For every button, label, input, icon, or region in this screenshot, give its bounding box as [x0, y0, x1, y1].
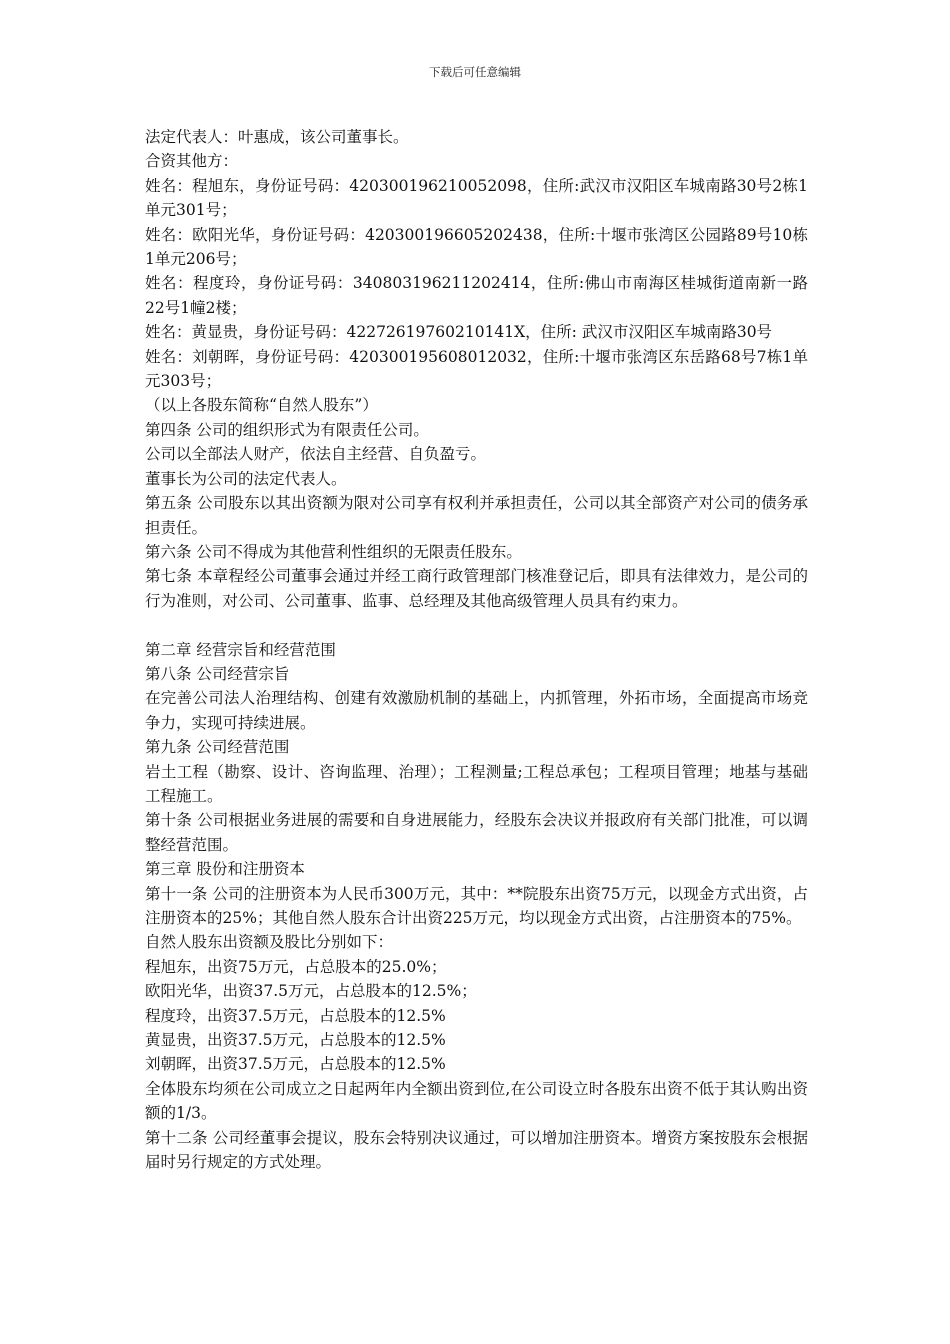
paragraph: 程旭东，出资75万元，占总股本的25.0%； — [145, 957, 447, 976]
paragraph: 第六条 公司不得成为其他营利性组织的无限责任股东。 — [145, 542, 522, 561]
paragraph: 黄显贵，出资37.5万元，占总股本的12.5% — [145, 1031, 446, 1050]
paragraph: 第七条 本章程经公司董事会通过并经工商行政管理部门核准登记后，即具有法律效力，是公司的行为准则，对公司、公司董事、监事、总经理及其他高级管理人员具有约束力。 — [145, 567, 808, 610]
paragraph: 第十一条 公司的注册资本为人民币300万元，其中：**院股东出资75万元，以现金方式出资，占注册资本的25%；其他自然人股东合计出资225万元，均以现金方式出资，占注册资本的75%。 — [145, 884, 808, 927]
paragraph: 第十条 公司根据业务进展的需要和自身进展能力，经股东会决议并报政府有关部门批准，可以调整经营范围。 — [145, 811, 808, 854]
paragraph: 第三章 股份和注册资本 — [145, 860, 305, 879]
paragraph: 全体股东均须在公司成立之日起两年内全额出资到位,在公司设立时各股东出资不低于其认购出资额的1/3。 — [145, 1079, 808, 1123]
paragraph: 姓名：欧阳光华，身份证号码：420300196605202438，住所:十堰市张湾区公园路89号10栋1单元206号； — [145, 225, 808, 269]
paragraph: 姓名：刘朝晖，身份证号码：420300195608012032，住所:十堰市张湾区东岳路68号7栋1单元303号； — [145, 347, 808, 391]
paragraph: 第九条 公司经营范围 — [145, 738, 290, 757]
paragraph: 欧阳光华，出资37.5万元，占总股本的12.5%； — [145, 982, 477, 1001]
paragraph: 第二章 经营宗旨和经营范围 — [145, 640, 336, 659]
paragraph: 姓名：程旭东，身份证号码：420300196210052098，住所:武汉市汉阳区车城南路30号2栋1单元301号； — [145, 176, 808, 220]
paragraph: 第十二条 公司经董事会提议，股东会特别决议通过，可以增加注册资本。增资方案按股东会根据届时另行规定的方式处理。 — [145, 1128, 808, 1172]
paragraph: 董事长为公司的法定代表人。 — [145, 469, 347, 488]
document-body — [145, 125, 808, 1174]
paragraph: 姓名：程度玲，身份证号码：340803196211202414，住所:佛山市南海区桂城街道南新一路22号1幢2楼； — [145, 274, 808, 317]
paragraph: 刘朝晖，出资37.5万元，占总股本的12.5% — [145, 1055, 446, 1074]
paragraph: （以上各股东简称“自然人股东”） — [145, 396, 378, 415]
paragraph: 在完善公司法人治理结构、创建有效激励机制的基础上，内抓管理，外拓市场，全面提高市场竞争力，实现可持续进展。 — [145, 689, 808, 732]
paragraph: 姓名：黄显贵，身份证号码：42272619760210141X，住所: 武汉市汉阳区车城南路30号 — [145, 323, 773, 342]
paragraph: 第五条 公司股东以其出资额为限对公司享有权利并承担责任，公司以其全部资产对公司的债务承担责任。 — [145, 494, 808, 537]
paragraph — [145, 613, 808, 637]
paragraph: 第四条 公司的组织形式为有限责任公司。 — [145, 420, 429, 439]
paragraph: 合资其他方： — [145, 152, 239, 171]
paragraph: 岩土工程（勘察、设计、咨询监理、治理）；工程测量;工程总承包；工程项目管理；地基与基础工程施工。 — [145, 762, 808, 805]
paragraph: 程度玲，出资37.5万元，占总股本的12.5% — [145, 1006, 446, 1025]
paragraph: 法定代表人：叶惠成，该公司董事长。 — [145, 128, 409, 146]
paragraph: 自然人股东出资额及股比分别如下： — [145, 933, 394, 952]
paragraph: 公司以全部法人财产，依法自主经营、自负盈亏。 — [145, 445, 487, 464]
paragraph: 第八条 公司经营宗旨 — [145, 664, 290, 683]
page-header-note: 下载后可任意编辑 — [429, 65, 521, 79]
